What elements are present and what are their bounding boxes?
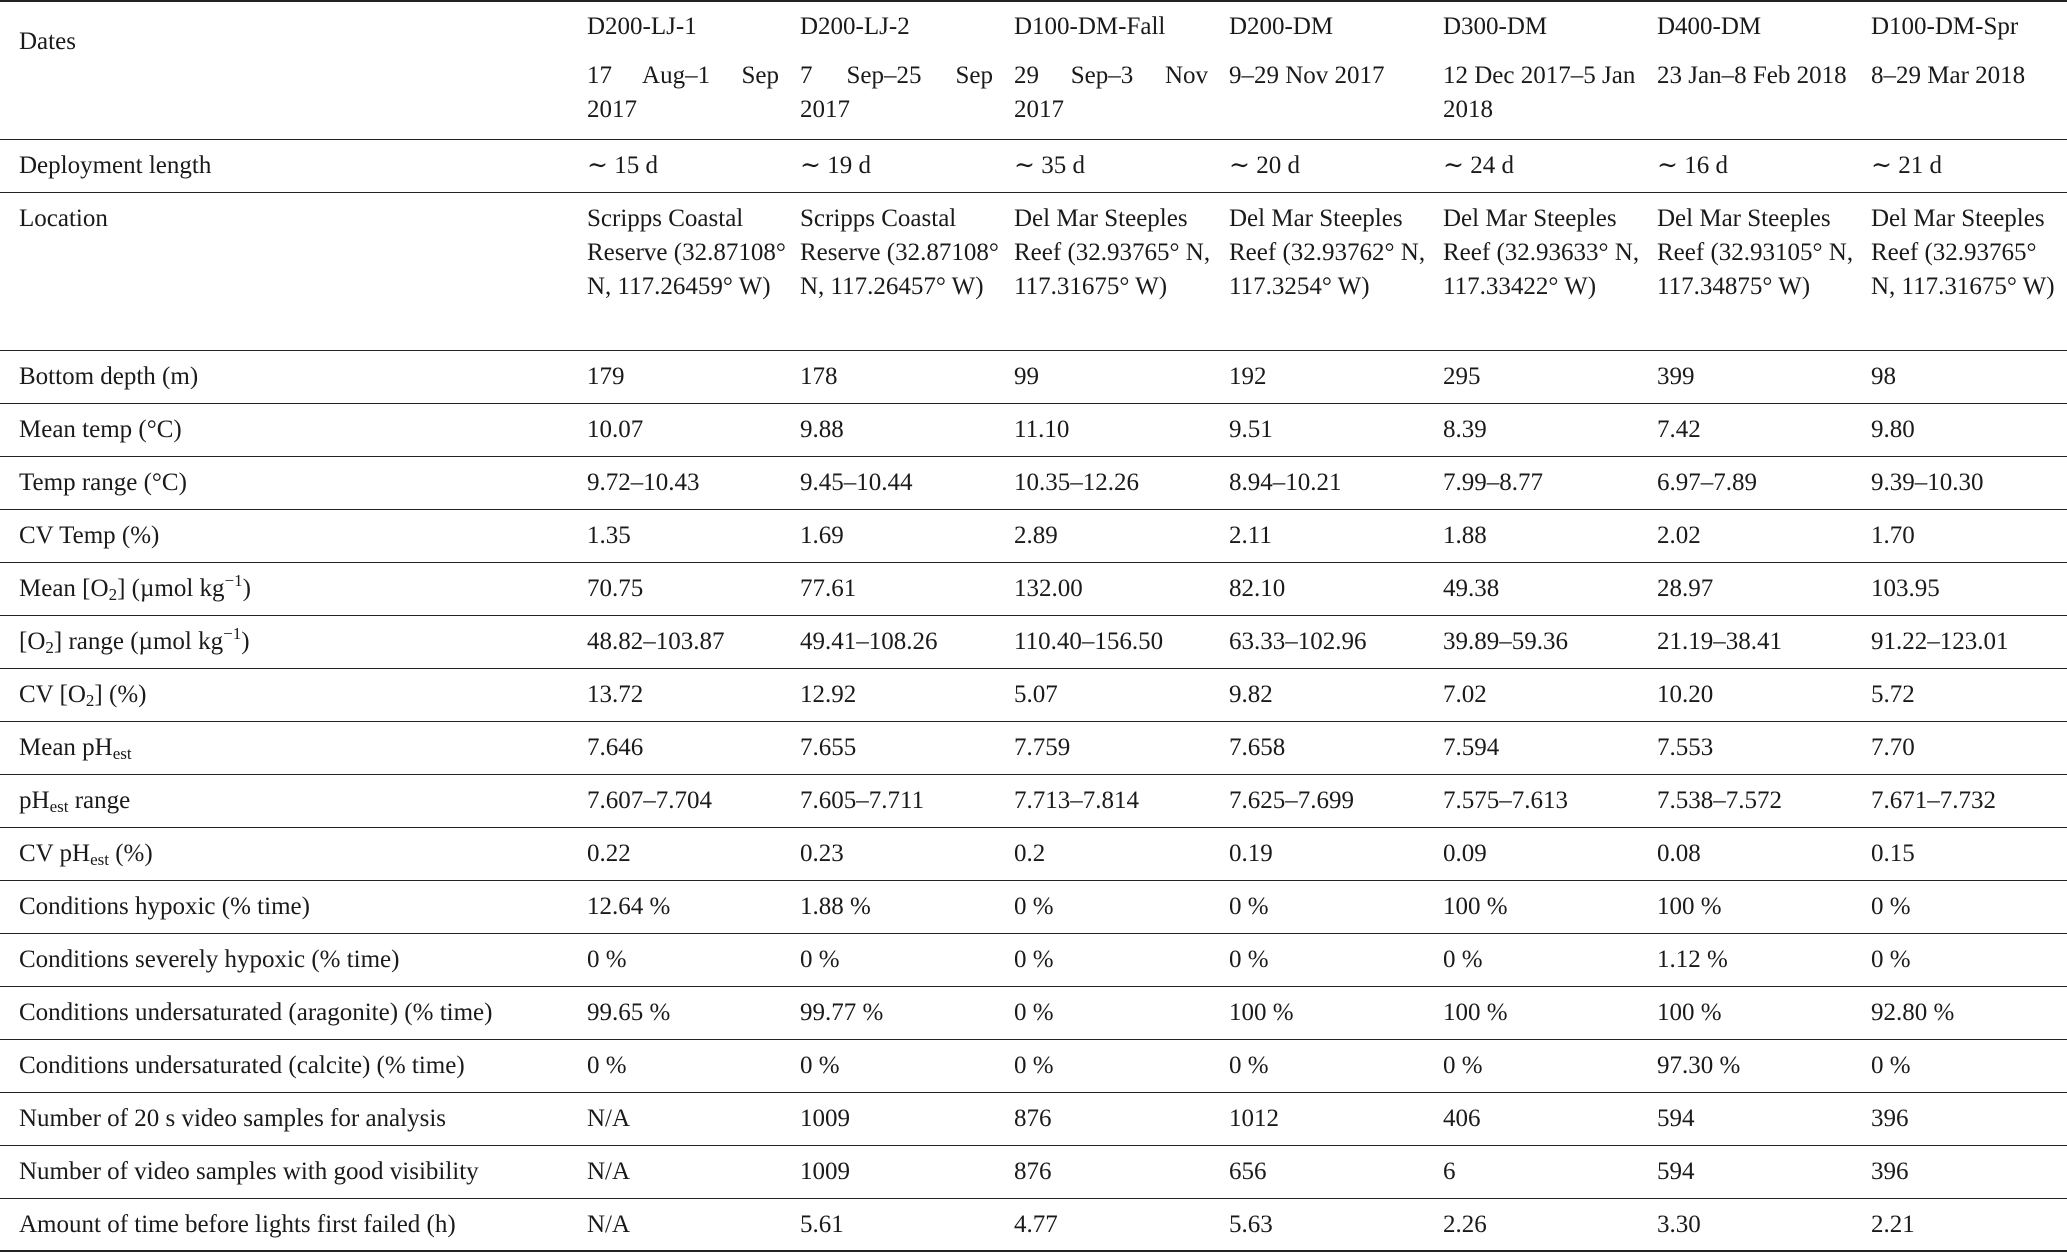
table-cell: Del Mar Steeples Reef (32.93762° N, 117.3254° W) [1216, 192, 1430, 350]
table-cell: 396 [1858, 1092, 2067, 1145]
table-cell: ∼ 24 d [1430, 139, 1644, 192]
table-cell: 7.553 [1644, 721, 1858, 774]
table-cell: 10.20 [1644, 668, 1858, 721]
table-cell: 100 % [1430, 880, 1644, 933]
table-cell: 7.70 [1858, 721, 2067, 774]
table-cell: 7.625–7.699 [1216, 774, 1430, 827]
table-cell: 98 [1858, 350, 2067, 403]
table-row [0, 403, 2067, 456]
row-label: Dates [0, 45, 574, 139]
table-cell: Scripps Coastal Reserve (32.87108° N, 117.26459° W) [574, 192, 787, 350]
table-cell: 0 % [574, 1039, 787, 1092]
table-cell: 0 % [1216, 933, 1430, 986]
table-cell: Del Mar Steeples Reef (32.93105° N, 117.34875° W) [1644, 192, 1858, 350]
table-cell: 82.10 [1216, 562, 1430, 615]
table-row [0, 350, 2067, 403]
table-cell: 1.35 [574, 509, 787, 562]
table-cell: 876 [1001, 1145, 1216, 1198]
table-cell: 1012 [1216, 1092, 1430, 1145]
row-label: Number of 20 s video samples for analysis [0, 1092, 574, 1145]
table-row [0, 1039, 2067, 1092]
table-cell: 399 [1644, 350, 1858, 403]
table-cell: Del Mar Steeples Reef (32.93765° N, 117.31675° W) [1858, 192, 2067, 350]
table-cell: 23 Jan–8 Feb 2018 [1644, 45, 1858, 139]
table-cell: 2.11 [1216, 509, 1430, 562]
table-cell: 21.19–38.41 [1644, 615, 1858, 668]
table-body [0, 139, 2067, 1251]
column-header: D100-DM-Fall [1001, 1, 1216, 45]
row-label: Conditions hypoxic (% time) [0, 880, 574, 933]
table-cell: 9.72–10.43 [574, 456, 787, 509]
table-cell: 1.70 [1858, 509, 2067, 562]
row-label: CV $[O_2]$ (%) [0, 668, 574, 721]
table-cell: 3.30 [1644, 1198, 1858, 1251]
table-cell: 1.88 % [787, 880, 1001, 933]
table-cell: 77.61 [787, 562, 1001, 615]
table-row [0, 1198, 2067, 1251]
table-cell: 13.72 [574, 668, 787, 721]
table-cell: 876 [1001, 1092, 1216, 1145]
table-cell: 5.07 [1001, 668, 1216, 721]
table-cell: 594 [1644, 1092, 1858, 1145]
table-cell: 11.10 [1001, 403, 1216, 456]
table-cell: 8.94–10.21 [1216, 456, 1430, 509]
table-cell: 656 [1216, 1145, 1430, 1198]
table-cell: 0 % [1216, 880, 1430, 933]
table-cell: 0 % [787, 933, 1001, 986]
table-cell: 0 % [1858, 1039, 2067, 1092]
row-label: Bottom depth (m) [0, 350, 574, 403]
table-row [0, 456, 2067, 509]
table-cell: 2.89 [1001, 509, 1216, 562]
table-cell: 9–29 Nov 2017 [1216, 45, 1430, 139]
table-row [0, 827, 2067, 880]
table-cell: 7.99–8.77 [1430, 456, 1644, 509]
table-cell: 48.82–103.87 [574, 615, 787, 668]
table-cell: 100 % [1644, 880, 1858, 933]
table-cell: 594 [1644, 1145, 1858, 1198]
table-cell: 4.77 [1001, 1198, 1216, 1251]
table-cell: 110.40–156.50 [1001, 615, 1216, 668]
table-cell: 7.42 [1644, 403, 1858, 456]
table-cell: 6.97–7.89 [1644, 456, 1858, 509]
table-cell: 7.655 [787, 721, 1001, 774]
table-cell: 39.89–59.36 [1430, 615, 1644, 668]
table-cell: Del Mar Steeples Reef (32.93765° N, 117.31675° W) [1001, 192, 1216, 350]
table-cell: 7.607–7.704 [574, 774, 787, 827]
column-header: D200-LJ-1 [574, 1, 787, 45]
table-cell: 91.22–123.01 [1858, 615, 2067, 668]
table-cell: 0 % [1430, 933, 1644, 986]
table-cell: 406 [1430, 1092, 1644, 1145]
row-label: Mean temp (°C) [0, 403, 574, 456]
table-cell: 9.82 [1216, 668, 1430, 721]
table-cell: 179 [574, 350, 787, 403]
table-cell: ∼ 19 d [787, 139, 1001, 192]
row-label: Mean $[O_2]$ (µmol $kg^{-1}$) [0, 562, 574, 615]
table-cell: 7 Sep–25 Sep 2017 [787, 45, 1001, 139]
table-cell: 7.759 [1001, 721, 1216, 774]
table-cell: 9.45–10.44 [787, 456, 1001, 509]
header-corner [0, 1, 574, 45]
table-cell: 49.38 [1430, 562, 1644, 615]
table-cell: 28.97 [1644, 562, 1858, 615]
table-cell: N/A [574, 1145, 787, 1198]
table-cell: 17 Aug–1 Sep 2017 [574, 45, 787, 139]
table-cell: 0 % [1001, 933, 1216, 986]
table-cell: 1.12 % [1644, 933, 1858, 986]
table-cell: 100 % [1216, 986, 1430, 1039]
table-cell: 7.646 [574, 721, 787, 774]
row-label: Conditions undersaturated (aragonite) (% time) [0, 986, 574, 1039]
table-cell: 0 % [1001, 880, 1216, 933]
table-cell: 0 % [1216, 1039, 1430, 1092]
table-cell: 8–29 Mar 2018 [1858, 45, 2067, 139]
table-cell: 0 % [574, 933, 787, 986]
table-cell: N/A [574, 1092, 787, 1145]
table-row [0, 721, 2067, 774]
table-cell: 97.30 % [1644, 1039, 1858, 1092]
table-cell: 103.95 [1858, 562, 2067, 615]
table-cell: 5.61 [787, 1198, 1001, 1251]
column-header-row [0, 1, 2067, 45]
table-cell: 1.69 [787, 509, 1001, 562]
table-cell: 9.80 [1858, 403, 2067, 456]
table-cell: 12.64 % [574, 880, 787, 933]
table-cell: 7.671–7.732 [1858, 774, 2067, 827]
table-cell: 8.39 [1430, 403, 1644, 456]
table-cell: 0.23 [787, 827, 1001, 880]
table-cell: 2.26 [1430, 1198, 1644, 1251]
table-cell: 92.80 % [1858, 986, 2067, 1039]
table-cell: 1009 [787, 1092, 1001, 1145]
table-cell: 0 % [1858, 880, 2067, 933]
table-cell: 0 % [1430, 1039, 1644, 1092]
row-label: $[O_2]$ range (µmol $kg^{-1}$) [0, 615, 574, 668]
table-cell: 178 [787, 350, 1001, 403]
table-cell: 100 % [1644, 986, 1858, 1039]
table-cell: 0 % [1001, 986, 1216, 1039]
table-cell: 2.02 [1644, 509, 1858, 562]
row-label: Amount of time before lights first failed (h) [0, 1198, 574, 1251]
table-cell: 6 [1430, 1145, 1644, 1198]
table-row [0, 139, 2067, 192]
column-header: D300-DM [1430, 1, 1644, 45]
table-cell: 7.658 [1216, 721, 1430, 774]
table-row [0, 562, 2067, 615]
column-header: D200-LJ-2 [787, 1, 1001, 45]
table-cell: 0.2 [1001, 827, 1216, 880]
table-cell: 99.77 % [787, 986, 1001, 1039]
table-cell: 0.22 [574, 827, 787, 880]
table-cell: 7.575–7.613 [1430, 774, 1644, 827]
table-cell: ∼ 15 d [574, 139, 787, 192]
table-cell: 0 % [1858, 933, 2067, 986]
row-label: Mean $pH_{est}$ [0, 721, 574, 774]
row-label: Location [0, 192, 574, 350]
table-cell: 49.41–108.26 [787, 615, 1001, 668]
table-cell: 10.07 [574, 403, 787, 456]
table-cell: 12 Dec 2017–5 Jan 2018 [1430, 45, 1644, 139]
table-cell: 0 % [1001, 1039, 1216, 1092]
table-cell: 9.88 [787, 403, 1001, 456]
table-cell: N/A [574, 1198, 787, 1251]
table-cell: 29 Sep–3 Nov 2017 [1001, 45, 1216, 139]
table-row [0, 774, 2067, 827]
table-cell: 99 [1001, 350, 1216, 403]
table-cell: 10.35–12.26 [1001, 456, 1216, 509]
table-cell: 100 % [1430, 986, 1644, 1039]
table-cell: 63.33–102.96 [1216, 615, 1430, 668]
row-label: $pH_{est}$ range [0, 774, 574, 827]
table-cell: ∼ 21 d [1858, 139, 2067, 192]
table-cell: 5.63 [1216, 1198, 1430, 1251]
table-cell: 1009 [787, 1145, 1001, 1198]
row-label: Conditions undersaturated (calcite) (% time) [0, 1039, 574, 1092]
table-row [0, 933, 2067, 986]
dates-row [0, 45, 2067, 139]
table-row [0, 615, 2067, 668]
table-row [0, 1092, 2067, 1145]
row-label: CV $pH_{est}$ (%) [0, 827, 574, 880]
table-cell: 99.65 % [574, 986, 787, 1039]
table-cell: 9.39–10.30 [1858, 456, 2067, 509]
table-cell: 192 [1216, 350, 1430, 403]
table-cell: 5.72 [1858, 668, 2067, 721]
row-label: CV Temp (%) [0, 509, 574, 562]
column-header: D100-DM-Spr [1858, 1, 2067, 45]
table-cell: 7.02 [1430, 668, 1644, 721]
table-cell: 9.51 [1216, 403, 1430, 456]
table-cell: 70.75 [574, 562, 787, 615]
table-cell: ∼ 35 d [1001, 139, 1216, 192]
table-row [0, 986, 2067, 1039]
table-cell: 7.538–7.572 [1644, 774, 1858, 827]
table-row [0, 668, 2067, 721]
table-cell: 7.594 [1430, 721, 1644, 774]
table-cell: ∼ 20 d [1216, 139, 1430, 192]
row-label: Deployment length [0, 139, 574, 192]
table-row [0, 509, 2067, 562]
table-cell: 1.88 [1430, 509, 1644, 562]
table-row [0, 880, 2067, 933]
row-label: Number of video samples with good visibility [0, 1145, 574, 1198]
row-label: Conditions severely hypoxic (% time) [0, 933, 574, 986]
table-cell: 0 % [787, 1039, 1001, 1092]
table-cell: Scripps Coastal Reserve (32.87108° N, 117.26457° W) [787, 192, 1001, 350]
table-cell: 2.21 [1858, 1198, 2067, 1251]
table-cell: ∼ 16 d [1644, 139, 1858, 192]
table-cell: 0.09 [1430, 827, 1644, 880]
table-cell: 295 [1430, 350, 1644, 403]
table-cell: 132.00 [1001, 562, 1216, 615]
table-cell: 0.08 [1644, 827, 1858, 880]
table-row [0, 1145, 2067, 1198]
table-row [0, 192, 2067, 350]
table-cell: 396 [1858, 1145, 2067, 1198]
table-cell: 0.19 [1216, 827, 1430, 880]
table-cell: 0.15 [1858, 827, 2067, 880]
table-cell: 12.92 [787, 668, 1001, 721]
row-label: Temp range (°C) [0, 456, 574, 509]
column-header: D400-DM [1644, 1, 1858, 45]
table-cell: 7.713–7.814 [1001, 774, 1216, 827]
table-cell: 7.605–7.711 [787, 774, 1001, 827]
table-cell: Del Mar Steeples Reef (32.93633° N, 117.33422° W) [1430, 192, 1644, 350]
column-header: D200-DM [1216, 1, 1430, 45]
